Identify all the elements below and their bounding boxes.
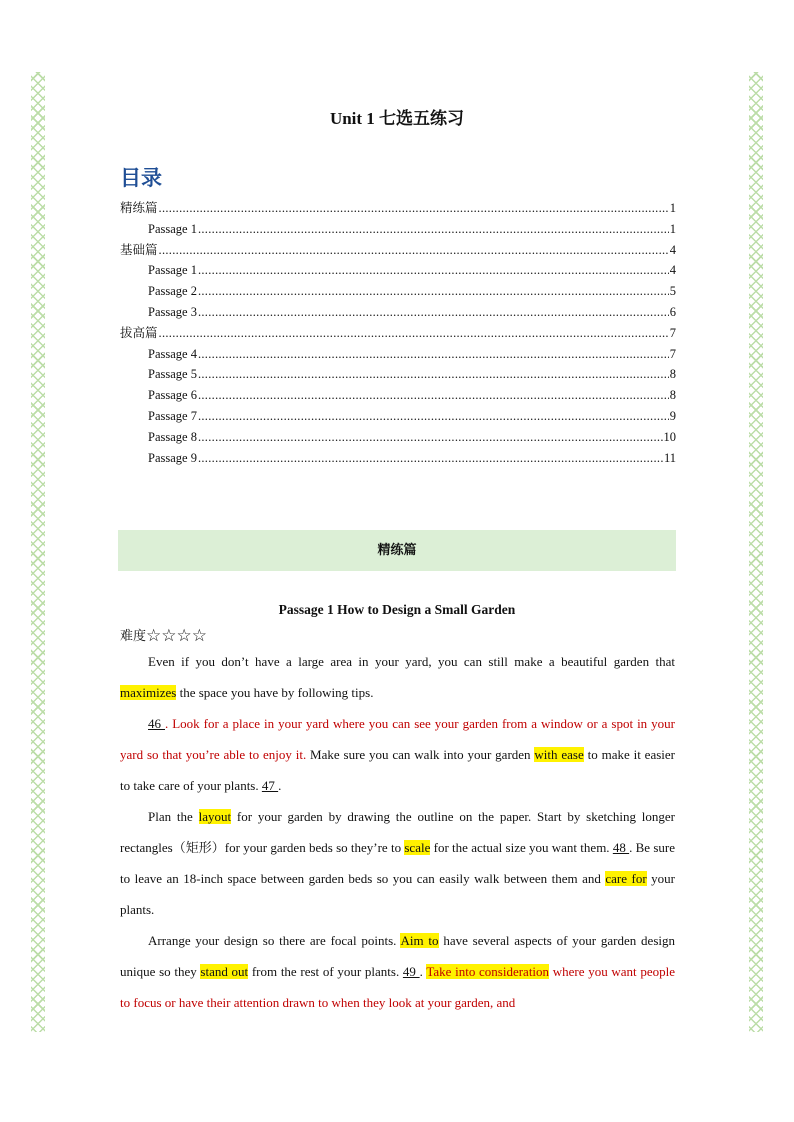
paragraph-1 [120,646,675,708]
red-sentence: where you want people to focus or have their attention drawn to when they look at your garden, and [120,964,675,1010]
text-run: your plants. [120,871,675,917]
toc-entry-page: 10 [663,429,676,444]
toc-entry[interactable] [120,344,676,365]
text-run: for your garden by drawing the outline on the paper. Start by sketching longer rectangles（矩形）for your garden beds so they’re to [120,809,675,855]
highlight-care-for: care for [605,871,647,886]
toc-entry[interactable] [120,323,676,344]
highlight-layout: layout [198,809,232,824]
table-of-contents [120,198,676,468]
toc-heading: 目录 [120,166,162,190]
text-run: for the actual size you want them. [430,840,613,855]
text-run: from the rest of your plants. [248,964,403,979]
toc-leader-dots [198,385,669,406]
toc-entry-page: 11 [663,450,676,465]
text-run: have several aspects of your garden design unique so they [120,933,675,979]
toc-entry-page: 7 [669,325,676,340]
toc-entry-label: Passage 4 [148,346,197,361]
toc-entry-label: Passage 5 [148,367,197,382]
toc-entry-page: 7 [669,346,676,361]
toc-entry-label: 基础篇 [120,242,158,257]
toc-leader-dots [198,406,669,427]
text-run: Plan the [148,809,199,824]
toc-entry-page: 1 [669,221,676,236]
toc-entry[interactable] [120,198,676,219]
paragraph-3 [120,801,675,925]
right-vine-border [749,72,763,1032]
text-run: the space you have by following tips. [176,685,374,700]
toc-entry-label: Passage 9 [148,450,197,465]
toc-entry-page: 4 [669,263,676,278]
toc-entry[interactable] [120,302,676,323]
toc-leader-dots [198,219,669,240]
blank-47[interactable]: 47 [261,778,279,793]
toc-entry-label: Passage 6 [148,388,197,403]
toc-entry-label: Passage 1 [148,263,197,278]
blank-49[interactable]: 49 [402,964,420,979]
blank-48[interactable]: 48 [612,840,630,855]
toc-entry[interactable] [120,281,676,302]
text-run: . [278,778,282,793]
passage-title: Passage 1 How to Design a Small Garden [278,602,516,617]
text-run: . Be sure to leave an 18-inch space between garden beds so you can easily walk between them and [120,840,676,886]
highlight-with-ease: with ease [534,747,584,762]
passage-body [120,646,675,1018]
toc-entry-page: 4 [669,242,676,257]
toc-entry-page: 8 [669,367,676,382]
highlight-maximizes: maximizes [120,685,177,700]
toc-entry-label: 拔高篇 [120,325,158,340]
highlight-scale: scale [404,840,431,855]
text-run: Even if you don’t have a large area in your yard, you can still make a beautiful garden that [148,654,675,669]
difficulty-rating [120,626,209,646]
highlight-stand-out: stand out [200,964,249,979]
toc-entry-page: 6 [669,304,676,319]
toc-entry-label: 精练篇 [120,201,158,215]
toc-leader-dots [198,281,669,302]
toc-entry[interactable] [120,240,676,261]
toc-entry[interactable] [120,385,676,406]
text-run: Arrange your design so there are focal points. [148,933,401,948]
toc-entry-label: Passage 7 [148,408,197,423]
toc-entry[interactable] [120,219,676,240]
text-run: to make it easier to take care of your plants. [120,747,675,793]
blank-46[interactable]: 46 [148,716,165,731]
toc-entry-label: Passage 2 [148,284,197,299]
toc-entry[interactable] [120,260,676,281]
difficulty-label: 难度 [120,628,147,643]
paragraph-2 [120,708,675,801]
toc-leader-dots [198,302,669,323]
toc-leader-dots [159,240,669,261]
toc-leader-dots [198,260,669,281]
toc-entry-page: 1 [669,201,676,215]
toc-leader-dots [198,427,663,448]
toc-entry-label: Passage 8 [148,429,197,444]
text-run: Make sure you can walk into your garden [306,747,535,762]
toc-entry-label: Passage 3 [148,304,197,319]
toc-leader-dots [159,323,669,344]
toc-leader-dots [198,364,669,385]
highlight-take-into-consideration: Take into consideration [426,964,550,979]
toc-entry[interactable] [120,448,676,469]
toc-entry[interactable] [120,427,676,448]
paragraph-4 [120,925,675,1018]
toc-leader-dots [159,198,669,219]
document-title: Unit 1 七选五练习 [329,109,465,128]
text-run: . [419,964,427,979]
section-banner: 精练篇 [118,530,676,571]
toc-entry-page: 8 [669,388,676,403]
left-vine-border [31,72,45,1032]
toc-entry[interactable] [120,364,676,385]
toc-entry-label: Passage 1 [148,221,197,236]
toc-entry[interactable] [120,406,676,427]
highlight-aim-to: Aim to [400,933,439,948]
toc-entry-page: 5 [669,284,676,299]
toc-leader-dots [198,448,663,469]
star-icons: ☆☆☆☆ [146,626,207,646]
toc-entry-page: 9 [669,408,676,423]
toc-leader-dots [198,344,669,365]
red-sentence: . Look for a place in your yard where you can see your garden from a window or a spot in your yard so that you’re able to enjoy it. [120,716,676,762]
